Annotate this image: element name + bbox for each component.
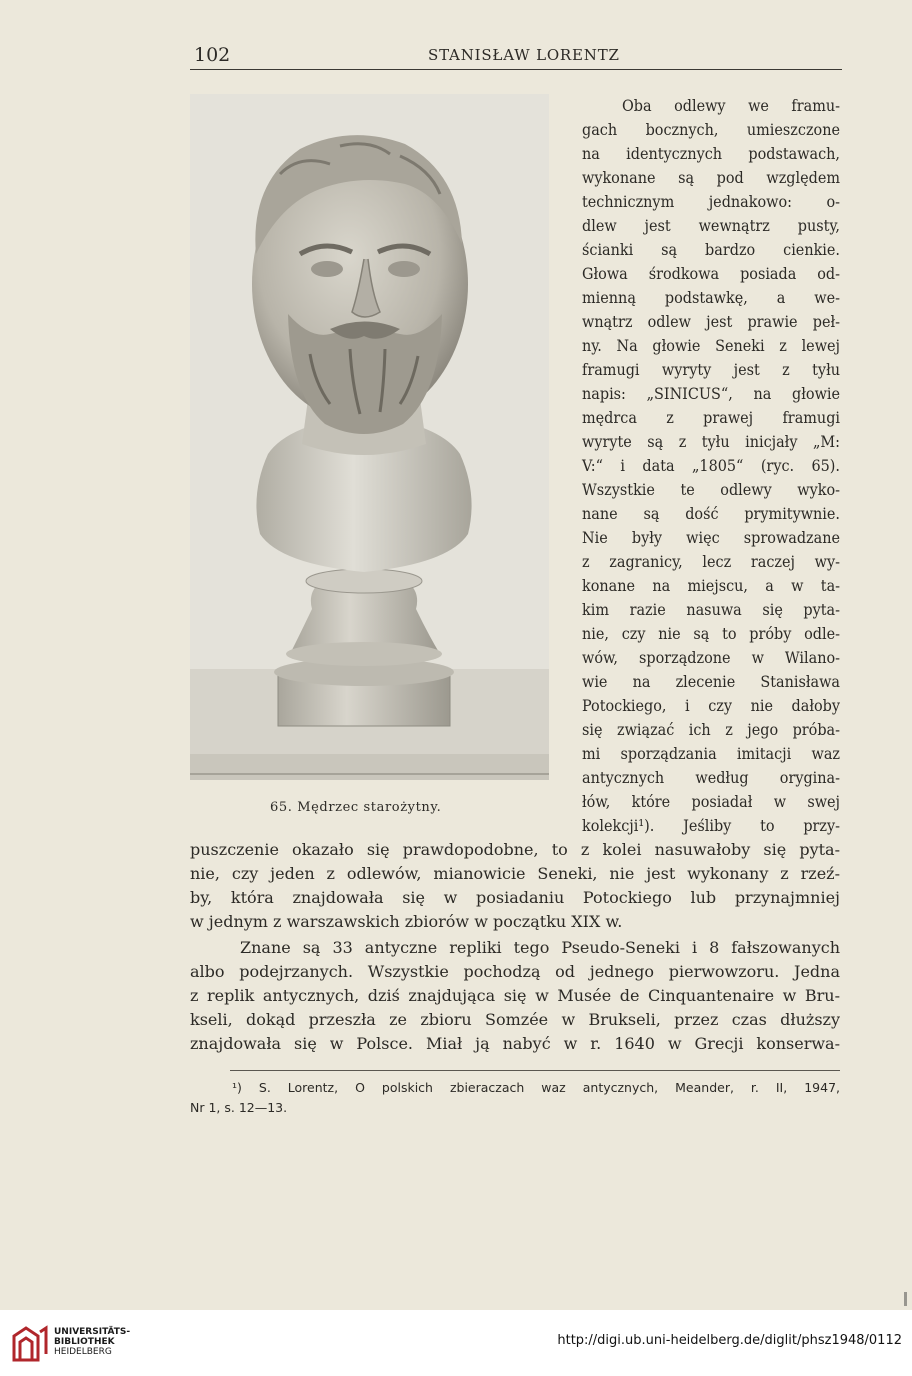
bust-illustration: [190, 94, 549, 780]
column-line: wie na zlecenie Stanisława: [582, 672, 840, 691]
column-line: wyryte są z tyłu inicjały „M:: [582, 432, 840, 451]
column-line: Oba odlewy we framu-: [622, 96, 840, 115]
column-line: konane na miejscu, a w ta-: [582, 576, 840, 595]
column-line: wów, sporządzone w Wilano-: [582, 648, 840, 667]
page-number: 102: [194, 44, 231, 66]
column-line: wnątrz odlew jest prawie peł-: [582, 312, 840, 331]
paragraph-line: z replik antycznych, dziś znajdująca się w Musée de Cinquantenaire w Bru-: [190, 986, 840, 1005]
bust-photograph: [190, 94, 549, 780]
column-line: Nie były więc sprowadzane: [582, 528, 840, 547]
column-line: nane są dość prymitywnie.: [582, 504, 840, 523]
column-line: łów, które posiadał w swej: [582, 792, 840, 811]
library-name-line: UNIVERSITÄTS-: [54, 1327, 131, 1337]
library-name: [54, 1327, 130, 1357]
column-line: mienną podstawkę, a we-: [582, 288, 840, 307]
column-line: technicznym jednakowo: o-: [582, 192, 840, 211]
paragraph-line: kseli, dokąd przeszła ze zbioru Somzée w Brukseli, przez czas dłuższy: [190, 1010, 840, 1029]
column-line: mi sporządzania imitacji waz: [582, 744, 840, 763]
full-line: by, która znajdowała się w posiadaniu Potockiego lub przynajmniej: [190, 888, 840, 907]
column-line: gach bocznych, umieszczone: [582, 120, 840, 139]
column-line: kolekcji¹). Jeśliby to przy-: [582, 816, 840, 835]
permalink-url[interactable]: http://digi.ub.uni-heidelberg.de/diglit/phsz1948/0112: [557, 1333, 902, 1348]
column-line: wykonane są pod względem: [582, 168, 840, 187]
column-line: napis: „SINICUS“, na głowie: [582, 384, 840, 403]
column-line: kim razie nasuwa się pyta-: [582, 600, 840, 619]
column-line: Potockiego, i czy nie dałoby: [582, 696, 840, 715]
column-line: antycznych według orygina-: [582, 768, 840, 787]
full-line: nie, czy jeden z odlewów, mianowicie Seneki, nie jest wykonany z rzeź-: [190, 864, 840, 883]
column-line: mędrca z prawej framugi: [582, 408, 840, 427]
paragraph-line: albo podejrzanych. Wszystkie pochodzą od jednego pierwowzoru. Jedna: [190, 962, 840, 981]
footnote-line: Nr 1, s. 12—13.: [190, 1100, 288, 1115]
full-line: puszczenie okazało się prawdopodobne, to z kolei nasuwałoby się pyta-: [190, 840, 840, 859]
column-line: się związać ich z jego próba-: [582, 720, 840, 739]
column-line: na identycznych podstawach,: [582, 144, 840, 163]
column-line: ny. Na głowie Seneki z lewej: [582, 336, 840, 355]
column-line: nie, czy nie są to próby odle-: [582, 624, 840, 643]
column-line: ścianki są bardzo cienkie.: [582, 240, 840, 259]
library-footer: [0, 1310, 912, 1376]
footnote-line: ¹) S. Lorentz, O polskich zbieraczach waz antycznych, Meander, r. II, 1947,: [232, 1080, 840, 1095]
paragraph-line: znajdowała się w Polsce. Miał ją nabyć w r. 1640 w Grecji konserwa-: [190, 1034, 840, 1053]
column-line: Głowa środkowa posiada od-: [582, 264, 840, 283]
library-name-line: HEIDELBERG: [54, 1347, 112, 1357]
scan-edge-mark: [904, 1292, 907, 1306]
column-line: Wszystkie te odlewy wyko-: [582, 480, 840, 499]
footnote-rule: [230, 1070, 840, 1071]
column-line: V:“ i data „1805“ (ryc. 65).: [582, 456, 840, 475]
library-logo-icon: [10, 1324, 48, 1364]
column-line: dlew jest wewnątrz pusty,: [582, 216, 840, 235]
paragraph-line: Znane są 33 antyczne repliki tego Pseudo-Seneki i 8 fałszowanych: [240, 938, 840, 957]
full-line: w jednym z warszawskich zbiorów w początku XIX w.: [190, 912, 623, 931]
header-rule: [190, 69, 842, 70]
library-name-line: BIBLIOTHEK: [54, 1337, 115, 1347]
running-title: STANISŁAW LORENTZ: [428, 46, 620, 64]
column-line: framugi wyryty jest z tyłu: [582, 360, 840, 379]
column-line: z zagranicy, lecz raczej wy-: [582, 552, 840, 571]
figure-caption: 65. Mędrzec starożytny.: [270, 800, 442, 815]
